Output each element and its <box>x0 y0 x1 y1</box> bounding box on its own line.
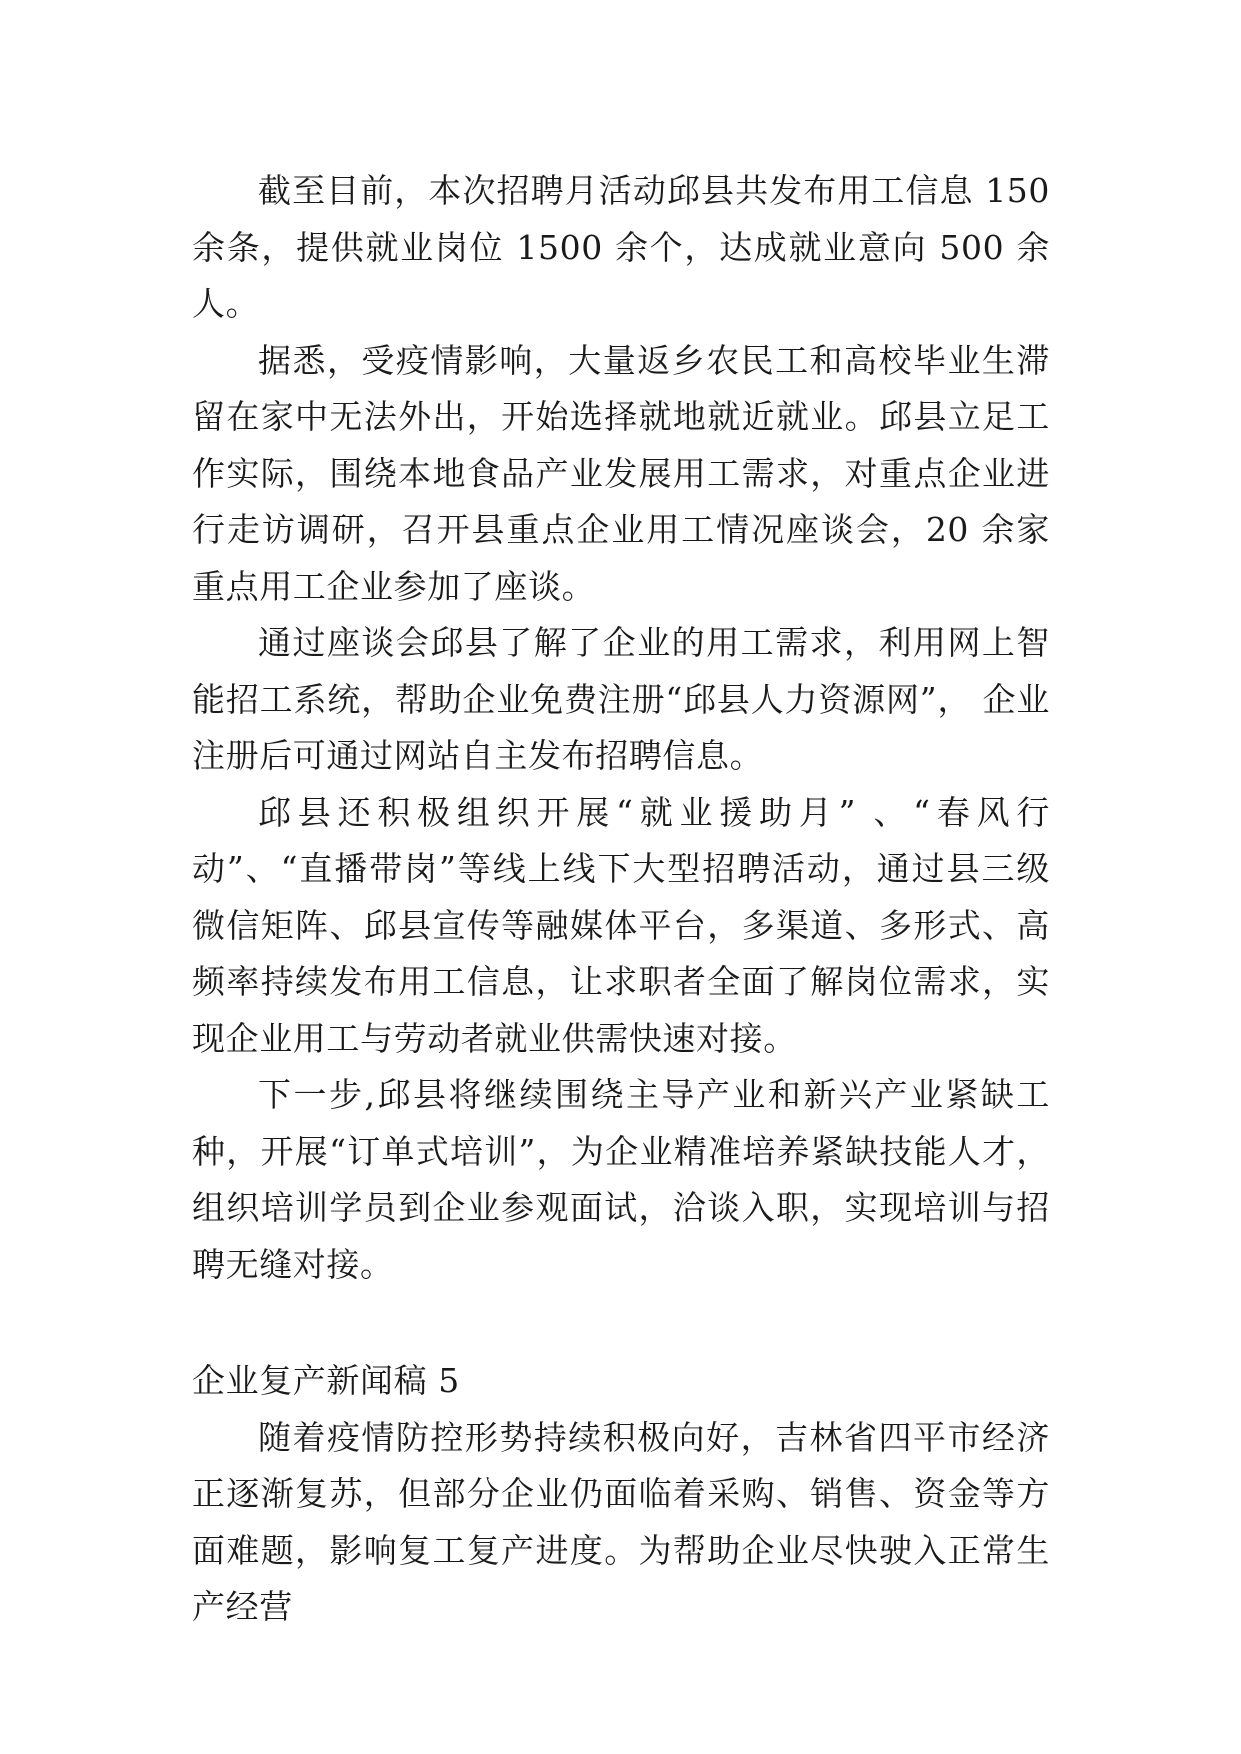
document-body <box>192 163 1050 1636</box>
paragraph-siping-recovery: 随着疫情防控形势持续积极向好，吉林省四平市经济正逐渐复苏，但部分企业仍面临着采购、销售、资金等方面难题，影响复工复产进度。为帮助企业尽快驶入正常生产经营 <box>192 1417 1050 1626</box>
paragraph-recruitment-stats: 截至目前，本次招聘月活动邱县共发布用工信息 150 余条，提供就业岗位 1500 余个，达成就业意向 500 余人。 <box>192 171 1050 323</box>
paragraph-online-registration: 通过座谈会邱县了解了企业的用工需求，利用网上智能招工系统，帮助企业免费注册“邱县人力资源网”， 企业注册后可通过网站自主发布招聘信息。 <box>192 623 1050 775</box>
paragraph-pandemic-impact: 据悉，受疫情影响，大量返乡农民工和高校毕业生滞留在家中无法外出，开始选择就地就近就业。邱县立足工作实际，围绕本地食品产业发展用工需求，对重点企业进行走访调研，召开县重点企业用工情况座谈会，20 余家重点用工企业参加了座谈。 <box>192 340 1050 606</box>
paragraph-recruitment-activities: 邱县还积极组织开展“就业援助月” 、“春风行动”、“直播带岗”等线上线下大型招聘活动，通过县三级微信矩阵、邱县宣传等融媒体平台，多渠道、多形式、高频率持续发布用工信息，让求职者全面了解岗位需求，实现企业用工与劳动者就业供需快速对接。 <box>192 792 1050 1058</box>
section-heading: 企业复产新闻稿 5 <box>192 1361 460 1400</box>
paragraph-next-steps: 下一步,邱县将继续围绕主导产业和新兴产业紧缺工种，开展“订单式培训”，为企业精准培养紧缺技能人才，组织培训学员到企业参观面试，洽谈入职，实现培训与招聘无缝对接。 <box>192 1075 1050 1284</box>
